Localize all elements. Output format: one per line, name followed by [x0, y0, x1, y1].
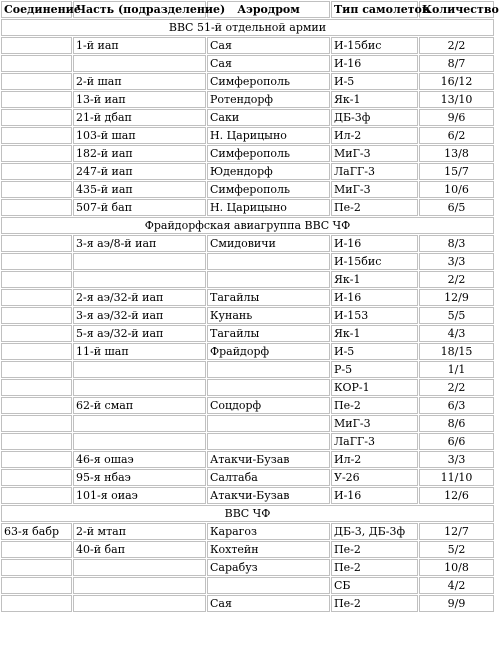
table-row	[1, 397, 494, 414]
cell-formation	[1, 559, 72, 576]
cell-formation	[1, 109, 72, 126]
table-row	[1, 91, 494, 108]
table-row	[1, 523, 494, 540]
cell-formation	[1, 199, 72, 216]
header-aircraft-type: Тип самолетов	[331, 1, 418, 18]
table-body	[1, 19, 494, 612]
cell-quantity: 8/3	[419, 235, 494, 252]
table-row	[1, 109, 494, 126]
cell-quantity: 11/10	[419, 469, 494, 486]
cell-unit: 247-й иап	[73, 163, 206, 180]
cell-unit: 507-й бап	[73, 199, 206, 216]
cell-aircraft-type: Пе-2	[331, 541, 418, 558]
cell-quantity: 8/7	[419, 55, 494, 72]
cell-aircraft-type: МиГ-3	[331, 145, 418, 162]
header-formation: Соединение	[1, 1, 72, 18]
cell-unit	[73, 361, 206, 378]
cell-formation	[1, 451, 72, 468]
cell-quantity: 5/2	[419, 541, 494, 558]
cell-airfield: Симферополь	[207, 181, 330, 198]
cell-aircraft-type: Пе-2	[331, 397, 418, 414]
cell-unit: 101-я оиаэ	[73, 487, 206, 504]
cell-aircraft-type: И-16	[331, 235, 418, 252]
cell-quantity: 8/6	[419, 415, 494, 432]
cell-aircraft-type: ДБ-3, ДБ-3ф	[331, 523, 418, 540]
cell-unit	[73, 253, 206, 270]
cell-quantity: 12/9	[419, 289, 494, 306]
cell-formation	[1, 325, 72, 342]
cell-unit: 435-й иап	[73, 181, 206, 198]
cell-airfield: Юдендорф	[207, 163, 330, 180]
cell-airfield	[207, 361, 330, 378]
cell-aircraft-type: Як-1	[331, 91, 418, 108]
table-row	[1, 595, 494, 612]
table-row	[1, 145, 494, 162]
cell-airfield: Ротендорф	[207, 91, 330, 108]
cell-aircraft-type: Пе-2	[331, 199, 418, 216]
cell-formation	[1, 163, 72, 180]
cell-quantity: 4/3	[419, 325, 494, 342]
cell-airfield: Кунань	[207, 307, 330, 324]
table-row	[1, 343, 494, 360]
header-row	[1, 1, 494, 18]
cell-formation	[1, 253, 72, 270]
cell-airfield: Сарабуз	[207, 559, 330, 576]
cell-quantity: 18/15	[419, 343, 494, 360]
cell-airfield: Симферополь	[207, 73, 330, 90]
cell-formation: 63-я бабр	[1, 523, 72, 540]
cell-aircraft-type: Пе-2	[331, 595, 418, 612]
table-row	[1, 415, 494, 432]
cell-formation	[1, 469, 72, 486]
cell-unit: 2-й шап	[73, 73, 206, 90]
cell-formation	[1, 181, 72, 198]
cell-airfield: Фрайдорф	[207, 343, 330, 360]
table-row	[1, 199, 494, 216]
table-row	[1, 559, 494, 576]
cell-aircraft-type: У-26	[331, 469, 418, 486]
cell-aircraft-type: И-16	[331, 55, 418, 72]
cell-airfield: Карагоз	[207, 523, 330, 540]
cell-unit	[73, 271, 206, 288]
table-row	[1, 289, 494, 306]
cell-quantity: 6/3	[419, 397, 494, 414]
cell-quantity: 3/3	[419, 451, 494, 468]
cell-airfield: Смидовичи	[207, 235, 330, 252]
cell-quantity: 12/7	[419, 523, 494, 540]
cell-formation	[1, 91, 72, 108]
cell-quantity: 10/8	[419, 559, 494, 576]
cell-quantity: 13/8	[419, 145, 494, 162]
table-row	[1, 181, 494, 198]
cell-airfield: Атакчи-Бузав	[207, 487, 330, 504]
table-row	[1, 433, 494, 450]
header-airfield: Аэродром	[207, 1, 330, 18]
cell-formation	[1, 73, 72, 90]
cell-airfield	[207, 433, 330, 450]
cell-quantity: 10/6	[419, 181, 494, 198]
cell-formation	[1, 127, 72, 144]
cell-unit: 11-й шап	[73, 343, 206, 360]
cell-airfield: Тагайлы	[207, 325, 330, 342]
cell-unit: 46-я ошаэ	[73, 451, 206, 468]
cell-unit: 95-я нбаэ	[73, 469, 206, 486]
cell-airfield	[207, 271, 330, 288]
cell-aircraft-type: И-16	[331, 487, 418, 504]
cell-quantity: 13/10	[419, 91, 494, 108]
table-row	[1, 469, 494, 486]
cell-quantity: 6/5	[419, 199, 494, 216]
cell-unit	[73, 415, 206, 432]
cell-formation	[1, 595, 72, 612]
cell-quantity: 6/6	[419, 433, 494, 450]
section-title: ВВС ЧФ	[1, 505, 494, 522]
cell-airfield: Сая	[207, 55, 330, 72]
cell-formation	[1, 577, 72, 594]
cell-formation	[1, 235, 72, 252]
table-row	[1, 541, 494, 558]
cell-formation	[1, 397, 72, 414]
section-row	[1, 505, 494, 522]
cell-airfield: Кохтейн	[207, 541, 330, 558]
table-row	[1, 451, 494, 468]
cell-airfield: Симферополь	[207, 145, 330, 162]
cell-aircraft-type: И-5	[331, 73, 418, 90]
cell-airfield: Сая	[207, 37, 330, 54]
cell-formation	[1, 289, 72, 306]
cell-unit: 2-й мтап	[73, 523, 206, 540]
cell-unit: 2-я аэ/32-й иап	[73, 289, 206, 306]
cell-airfield: Н. Царицыно	[207, 127, 330, 144]
table-row	[1, 379, 494, 396]
cell-quantity: 1/1	[419, 361, 494, 378]
cell-aircraft-type: Як-1	[331, 271, 418, 288]
cell-quantity: 2/2	[419, 37, 494, 54]
cell-formation	[1, 271, 72, 288]
cell-aircraft-type: СБ	[331, 577, 418, 594]
cell-unit: 5-я аэ/32-й иап	[73, 325, 206, 342]
cell-formation	[1, 361, 72, 378]
header-quantity: Количество	[419, 1, 494, 18]
cell-aircraft-type: КОР-1	[331, 379, 418, 396]
cell-aircraft-type: Ил-2	[331, 127, 418, 144]
cell-formation	[1, 433, 72, 450]
cell-unit: 182-й иап	[73, 145, 206, 162]
cell-unit: 1-й иап	[73, 37, 206, 54]
cell-formation	[1, 415, 72, 432]
cell-unit: 40-й бап	[73, 541, 206, 558]
cell-quantity: 15/7	[419, 163, 494, 180]
cell-airfield: Салтаба	[207, 469, 330, 486]
cell-airfield: Саки	[207, 109, 330, 126]
cell-unit	[73, 577, 206, 594]
cell-quantity: 9/9	[419, 595, 494, 612]
table-row	[1, 487, 494, 504]
table-row	[1, 325, 494, 342]
cell-unit	[73, 379, 206, 396]
table-row	[1, 271, 494, 288]
cell-airfield	[207, 379, 330, 396]
cell-airfield: Сая	[207, 595, 330, 612]
table-row	[1, 37, 494, 54]
cell-aircraft-type: Р-5	[331, 361, 418, 378]
cell-quantity: 9/6	[419, 109, 494, 126]
cell-quantity: 2/2	[419, 379, 494, 396]
table-row	[1, 253, 494, 270]
cell-unit: 3-я аэ/32-й иап	[73, 307, 206, 324]
section-row	[1, 217, 494, 234]
cell-airfield	[207, 577, 330, 594]
cell-formation	[1, 55, 72, 72]
cell-formation	[1, 343, 72, 360]
cell-quantity: 5/5	[419, 307, 494, 324]
table-row	[1, 307, 494, 324]
table-row	[1, 577, 494, 594]
cell-unit	[73, 595, 206, 612]
table-row	[1, 235, 494, 252]
cell-airfield: Н. Царицыно	[207, 199, 330, 216]
cell-airfield: Соцдорф	[207, 397, 330, 414]
section-row	[1, 19, 494, 36]
cell-unit: 62-й смап	[73, 397, 206, 414]
cell-unit: 13-й иап	[73, 91, 206, 108]
cell-aircraft-type: ЛаГГ-3	[331, 433, 418, 450]
cell-aircraft-type: МиГ-3	[331, 415, 418, 432]
cell-airfield: Тагайлы	[207, 289, 330, 306]
cell-airfield	[207, 415, 330, 432]
cell-airfield: Атакчи-Бузав	[207, 451, 330, 468]
cell-airfield	[207, 253, 330, 270]
cell-quantity: 4/2	[419, 577, 494, 594]
cell-unit	[73, 559, 206, 576]
cell-formation	[1, 541, 72, 558]
cell-formation	[1, 37, 72, 54]
table-row	[1, 55, 494, 72]
cell-unit: 3-я аэ/8-й иап	[73, 235, 206, 252]
table-row	[1, 127, 494, 144]
cell-aircraft-type: Пе-2	[331, 559, 418, 576]
table-row	[1, 73, 494, 90]
cell-aircraft-type: МиГ-3	[331, 181, 418, 198]
cell-aircraft-type: И-15бис	[331, 37, 418, 54]
cell-aircraft-type: ДБ-3ф	[331, 109, 418, 126]
section-title: ВВС 51-й отдельной армии	[1, 19, 494, 36]
cell-unit	[73, 55, 206, 72]
header-unit: Часть (подразделение)	[73, 1, 206, 18]
cell-formation	[1, 307, 72, 324]
cell-quantity: 16/12	[419, 73, 494, 90]
cell-aircraft-type: Як-1	[331, 325, 418, 342]
cell-quantity: 12/6	[419, 487, 494, 504]
section-title: Фрайдорфская авиагруппа ВВС ЧФ	[1, 217, 494, 234]
cell-formation	[1, 379, 72, 396]
table-row	[1, 361, 494, 378]
table-row	[1, 163, 494, 180]
cell-aircraft-type: И-153	[331, 307, 418, 324]
cell-aircraft-type: И-5	[331, 343, 418, 360]
cell-aircraft-type: Ил-2	[331, 451, 418, 468]
cell-formation	[1, 487, 72, 504]
cell-aircraft-type: И-16	[331, 289, 418, 306]
cell-aircraft-type: ЛаГГ-3	[331, 163, 418, 180]
cell-aircraft-type: И-15бис	[331, 253, 418, 270]
cell-unit: 21-й дбап	[73, 109, 206, 126]
cell-quantity: 6/2	[419, 127, 494, 144]
cell-unit	[73, 433, 206, 450]
cell-quantity: 2/2	[419, 271, 494, 288]
cell-quantity: 3/3	[419, 253, 494, 270]
cell-formation	[1, 145, 72, 162]
cell-unit: 103-й шап	[73, 127, 206, 144]
